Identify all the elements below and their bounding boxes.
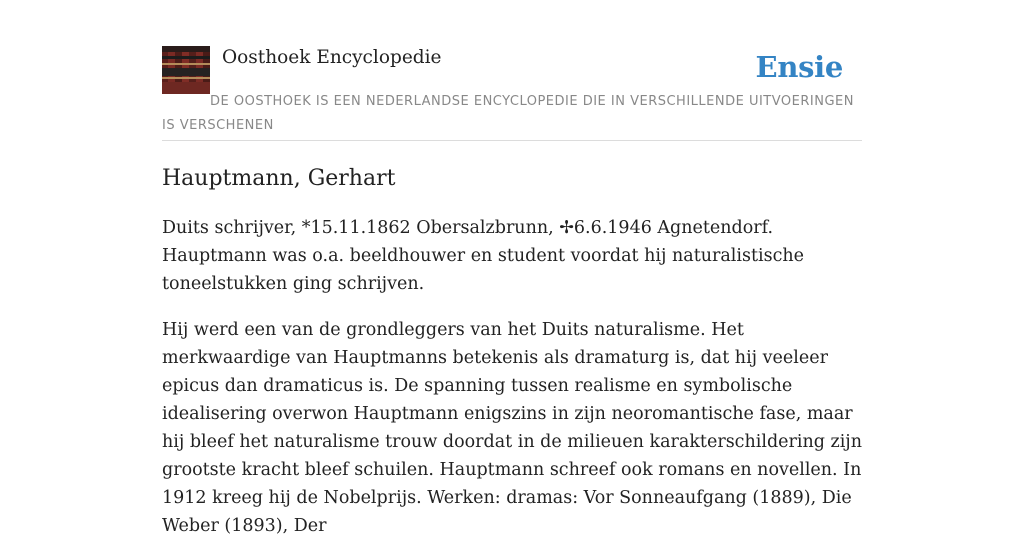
article xyxy=(162,160,862,540)
site-name[interactable]: Oosthoek Encyclopedie xyxy=(222,47,442,68)
encyclopedia-avatar-icon[interactable] xyxy=(162,46,210,94)
article-paragraph: Duits schrijver, *15.11.1862 Obersalzbrunn, ✢6.6.1946 Agnetendorf. Hauptmann was o.a. beeldhouwer en student voordat hij naturalistische toneelstukken ging schrijven. xyxy=(162,218,805,294)
article-title: Hauptmann, Gerhart xyxy=(162,166,396,191)
article-paragraph: Hij werd een van de grondleggers van het Duits naturalisme. Het merkwaardige van Hauptmanns betekenis als dramaturg is, dat hij veeleer epicus dan dramaticus is. De spanning tussen realisme en symbolische idealisering overwon Hauptmann enigszins in zijn neoromantische fase, maar hij bleef het naturalisme trouw doordat in de milieuen karakterschildering zijn grootste kracht bleef schuilen. Hauptmann schreef ook romans en novellen. In 1912 kreeg hij de Nobelprijs. Werken: dramas: Vor Sonneaufgang (1889), Die Weber (1893), Der xyxy=(162,320,863,536)
site-header xyxy=(162,46,862,141)
ensie-logo[interactable]: Ensie xyxy=(755,50,843,84)
site-tagline: DE OOSTHOEK IS EEN NEDERLANDSE ENCYCLOPEDIE DIE IN VERSCHILLENDE UITVOERINGEN IS VERSCHENEN xyxy=(162,94,854,133)
